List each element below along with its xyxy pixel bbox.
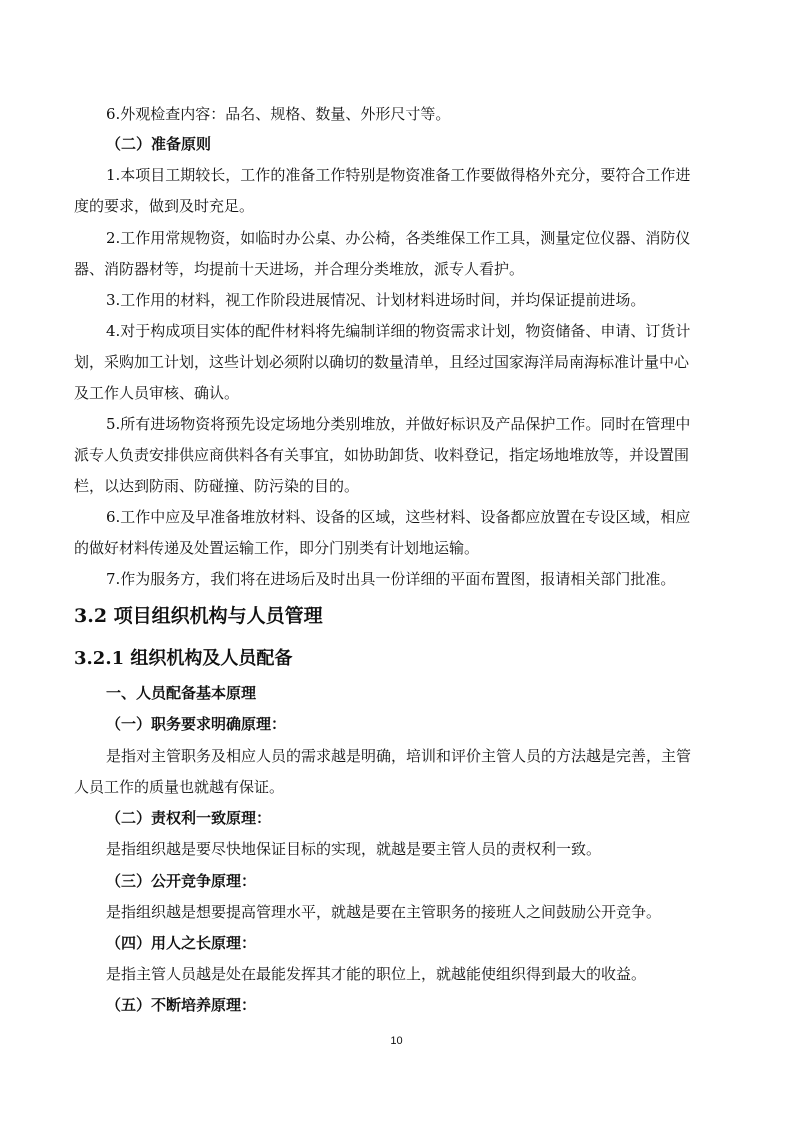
text-line: 及工作人员审核、确认。 <box>74 384 240 402</box>
text-line: 派专人负责安排供应商供料各有关事宜，如协助卸货、收料登记，指定场地堆放等，并设置围 <box>74 446 690 464</box>
section-heading: 一、人员配备基本原理 <box>106 684 257 702</box>
text-line: 3.工作用的材料，视工作阶段进展情况、计划材料进场时间，并均保证提前进场。 <box>106 291 646 309</box>
text-line: 6.工作中应及早准备堆放材料、设备的区域，这些材料、设备都应放置在专设区域，相应 <box>106 508 691 526</box>
text-line: 栏，以达到防雨、防碰撞、防污染的目的。 <box>74 477 360 495</box>
text-line: 2.工作用常规物资，如临时办公桌、办公椅，各类维保工作工具，测量定位仪器、消防仪 <box>106 229 691 247</box>
section-heading: （三）公开竞争原理： <box>106 872 257 890</box>
text-line: 是指主管人员越是处在最能发挥其才能的职位上，就越能使组织得到最大的收益。 <box>106 965 647 983</box>
section-heading: （一）职务要求明确原理： <box>106 715 287 733</box>
text-line: 6.外观检查内容：品名、规格、数量、外形尺寸等。 <box>106 105 451 123</box>
text-line: 5.所有进场物资将预先设定场地分类别堆放，并做好标识及产品保护工作。同时在管理中 <box>106 415 691 433</box>
text-line: 的做好材料传递及处置运输工作，即分门别类有计划地运输。 <box>74 539 480 557</box>
text-line: 人员工作的质量也就越有保证。 <box>74 778 285 796</box>
text-line: 度的要求，做到及时充足。 <box>74 197 255 215</box>
text-line: 是指组织越是想要提高管理水平，就越是要在主管职务的接班人之间鼓励公开竞争。 <box>106 903 662 921</box>
text-line: 划，采购加工计划，这些计划必须附以确切的数量清单，且经过国家海洋局南海标准计量中心 <box>74 353 690 371</box>
text-line: 7.作为服务方，我们将在进场后及时出具一份详细的平面布置图，报请相关部门批准。 <box>106 570 676 588</box>
section-heading: （二）责权利一致原理： <box>106 809 272 827</box>
subchapter-heading: 3.2.1 组织机构及人员配备 <box>74 648 293 669</box>
section-heading: （二）准备原则 <box>106 135 212 153</box>
text-line: 1.本项目工期较长，工作的准备工作特别是物资准备工作要做得格外充分，要符合工作进 <box>106 166 691 184</box>
text-line: 器、消防器材等，均提前十天进场，并合理分类堆放，派专人看护。 <box>74 260 525 278</box>
page-number: 10 <box>390 1035 403 1047</box>
chapter-heading: 3.2 项目组织机构与人员管理 <box>74 605 323 627</box>
text-line: 是指对主管职务及相应人员的需求越是明确，培训和评价主管人员的方法越是完善，主管 <box>106 747 692 765</box>
text-line: 4.对于构成项目实体的配件材料将先编制详细的物资需求计划，物资储备、申请、订货计 <box>106 322 691 340</box>
section-heading: （五）不断培养原理： <box>106 996 257 1014</box>
section-heading: （四）用人之长原理： <box>106 934 257 952</box>
text-line: 是指组织越是要尽快地保证目标的实现，就越是要主管人员的责权利一致。 <box>106 840 602 858</box>
